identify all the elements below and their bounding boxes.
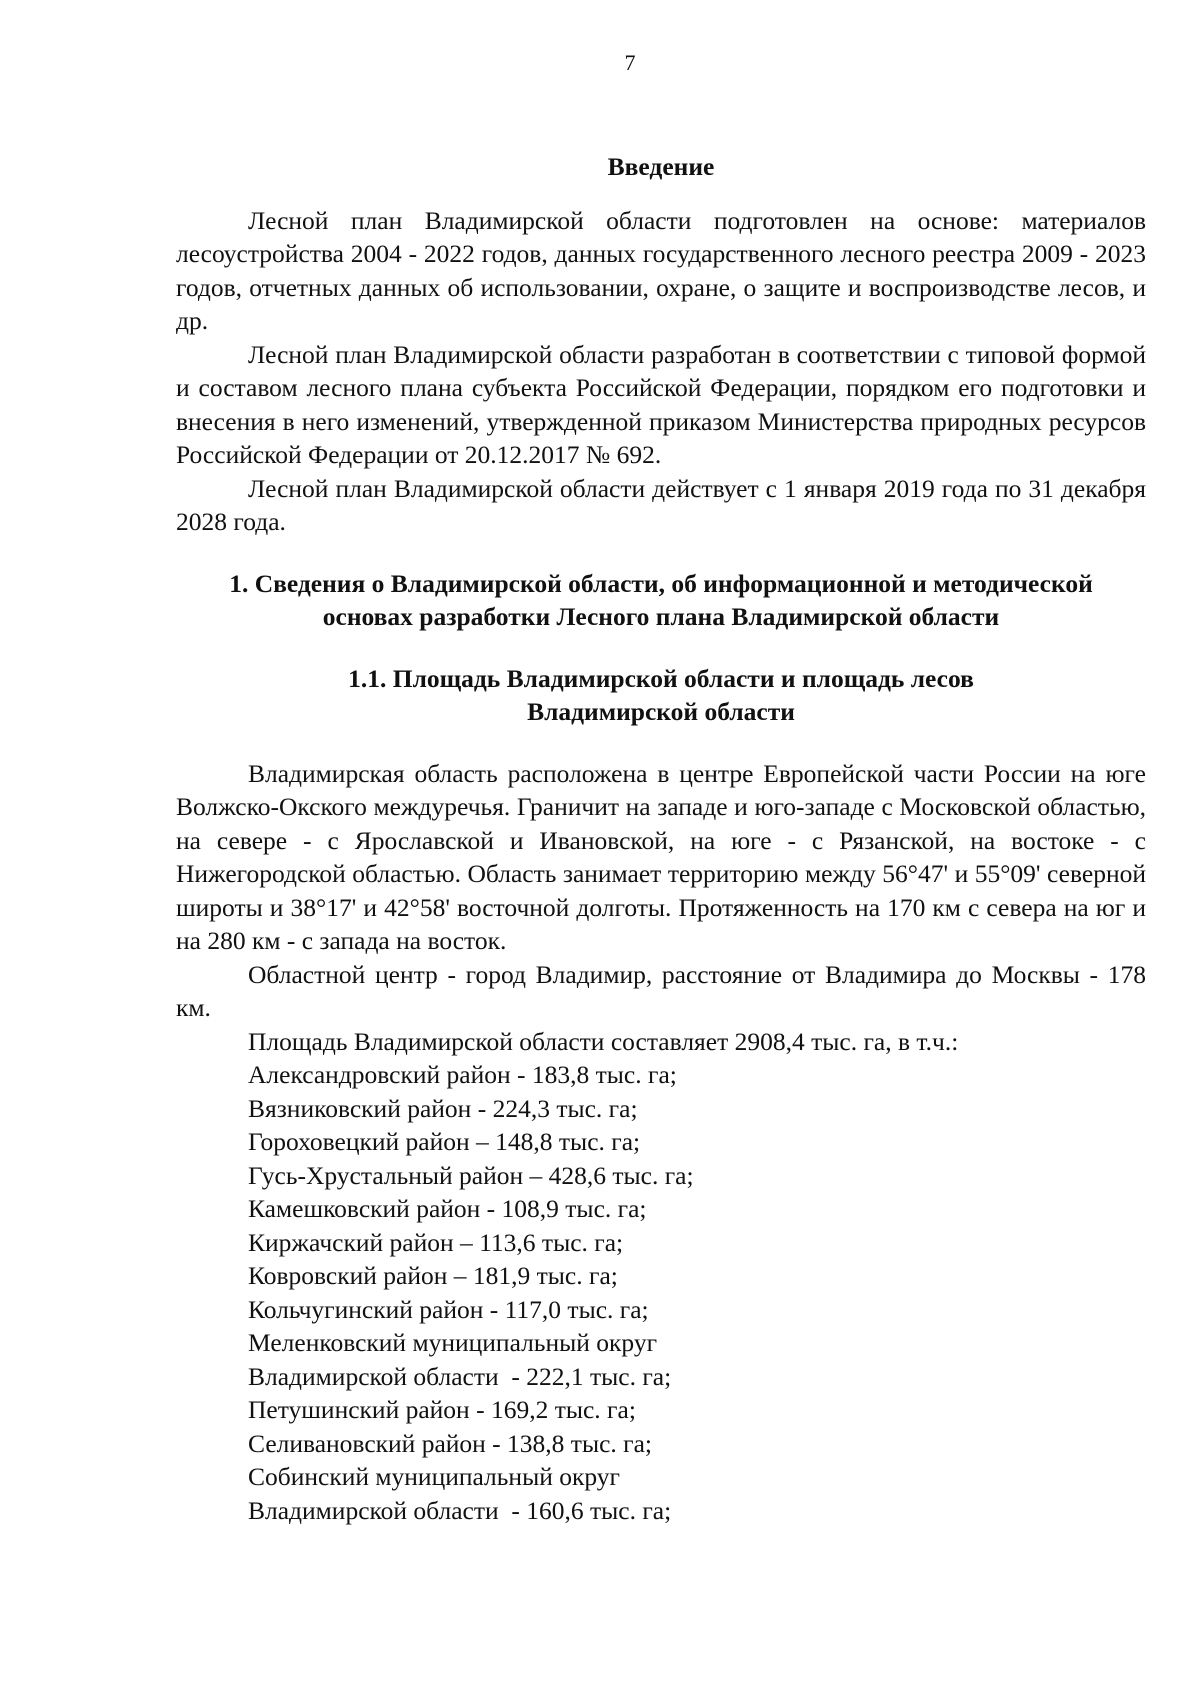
- list-item: Владимирской области - 222,1 тыс. га;: [248, 1361, 672, 1391]
- list-item: Вязниковский район - 224,3 тыс. га;: [248, 1093, 638, 1123]
- list-item: Кольчугинский район - 117,0 тыс. га;: [248, 1294, 649, 1324]
- section-1-1-title-line2: Владимирской области: [527, 697, 795, 726]
- section-1-heading: 1. Сведения о Владимирской области, об информационной и методической основах разработки Лесного плана Владимирской области: [229, 568, 1093, 631]
- list-item: Александровский район - 183,8 тыс. га;: [248, 1060, 677, 1089]
- list-item: Гороховецкий район – 148,8 тыс. га;: [248, 1127, 641, 1156]
- capital-paragraph: Областной центр - город Владимир, расстояние от Владимира до Москвы - 178 км.: [176, 959, 1146, 1022]
- list-item: Владимирской области - 160,6 тыс. га;: [248, 1495, 672, 1525]
- district-list: [176, 1058, 1146, 1527]
- page-content: [176, 150, 1146, 1527]
- intro-heading: Введение: [607, 152, 715, 181]
- intro-paragraph-2: Лесной план Владимирской области разработан в соответствии с типовой формой и составом лесного плана субъекта Российской Федерации, порядком его подготовки и внесения в него изменений, утвержденной приказом Министерства природных ресурсов Российской Федерации от 20.12.2017 № 692.: [176, 339, 1146, 469]
- list-item: Камешковский район - 108,9 тыс. га;: [248, 1194, 647, 1223]
- region-description-paragraph: Владимирская область расположена в центре Европейской части России на юге Волжско-Окского междуречья. Граничит на западе и юго-западе с Московской областью, на севере - с Ярославской и Ивановской, на юге - с Рязанской, на востоке - с Нижегородской областью. Область занимает территорию между 56°47' и 55°09' северной широты и 38°17' и 42°58' восточной долготы. Протяженность на 170 км с севера на юг и на 280 км - с запада на восток.: [176, 758, 1146, 955]
- list-item: Меленковский муниципальный округ: [248, 1328, 658, 1357]
- area-intro: Площадь Владимирской области составляет 2908,4 тыс. га, в т.ч.:: [248, 1026, 959, 1056]
- list-item: Ковровский район – 181,9 тыс. га;: [248, 1261, 618, 1290]
- list-item: Петушинский район - 169,2 тыс. га;: [248, 1395, 636, 1424]
- section-1-1-title-line1: 1.1. Площадь Владимирской области и площадь лесов: [348, 663, 974, 693]
- list-item: Киржачский район – 113,6 тыс. га;: [248, 1227, 624, 1257]
- section-1-1-heading: [176, 662, 1146, 729]
- list-item: Собинский муниципальный округ: [248, 1462, 620, 1491]
- list-item: Селивановский район - 138,8 тыс. га;: [248, 1428, 653, 1458]
- list-item: Гусь-Хрустальный район – 428,6 тыс. га;: [248, 1160, 694, 1190]
- intro-paragraph-3: Лесной план Владимирской области действует с 1 января 2019 года по 31 декабря 2028 года.: [176, 473, 1146, 536]
- intro-paragraph-1: Лесной план Владимирской области подготовлен на основе: материалов лесоустройства 2004 - 2022 годов, данных государственного лесного реестра 2009 - 2023 годов, отчетных данных об использовании, охране, о защите и воспроизводстве лесов, и др.: [176, 205, 1146, 335]
- page-number: 7: [624, 50, 636, 75]
